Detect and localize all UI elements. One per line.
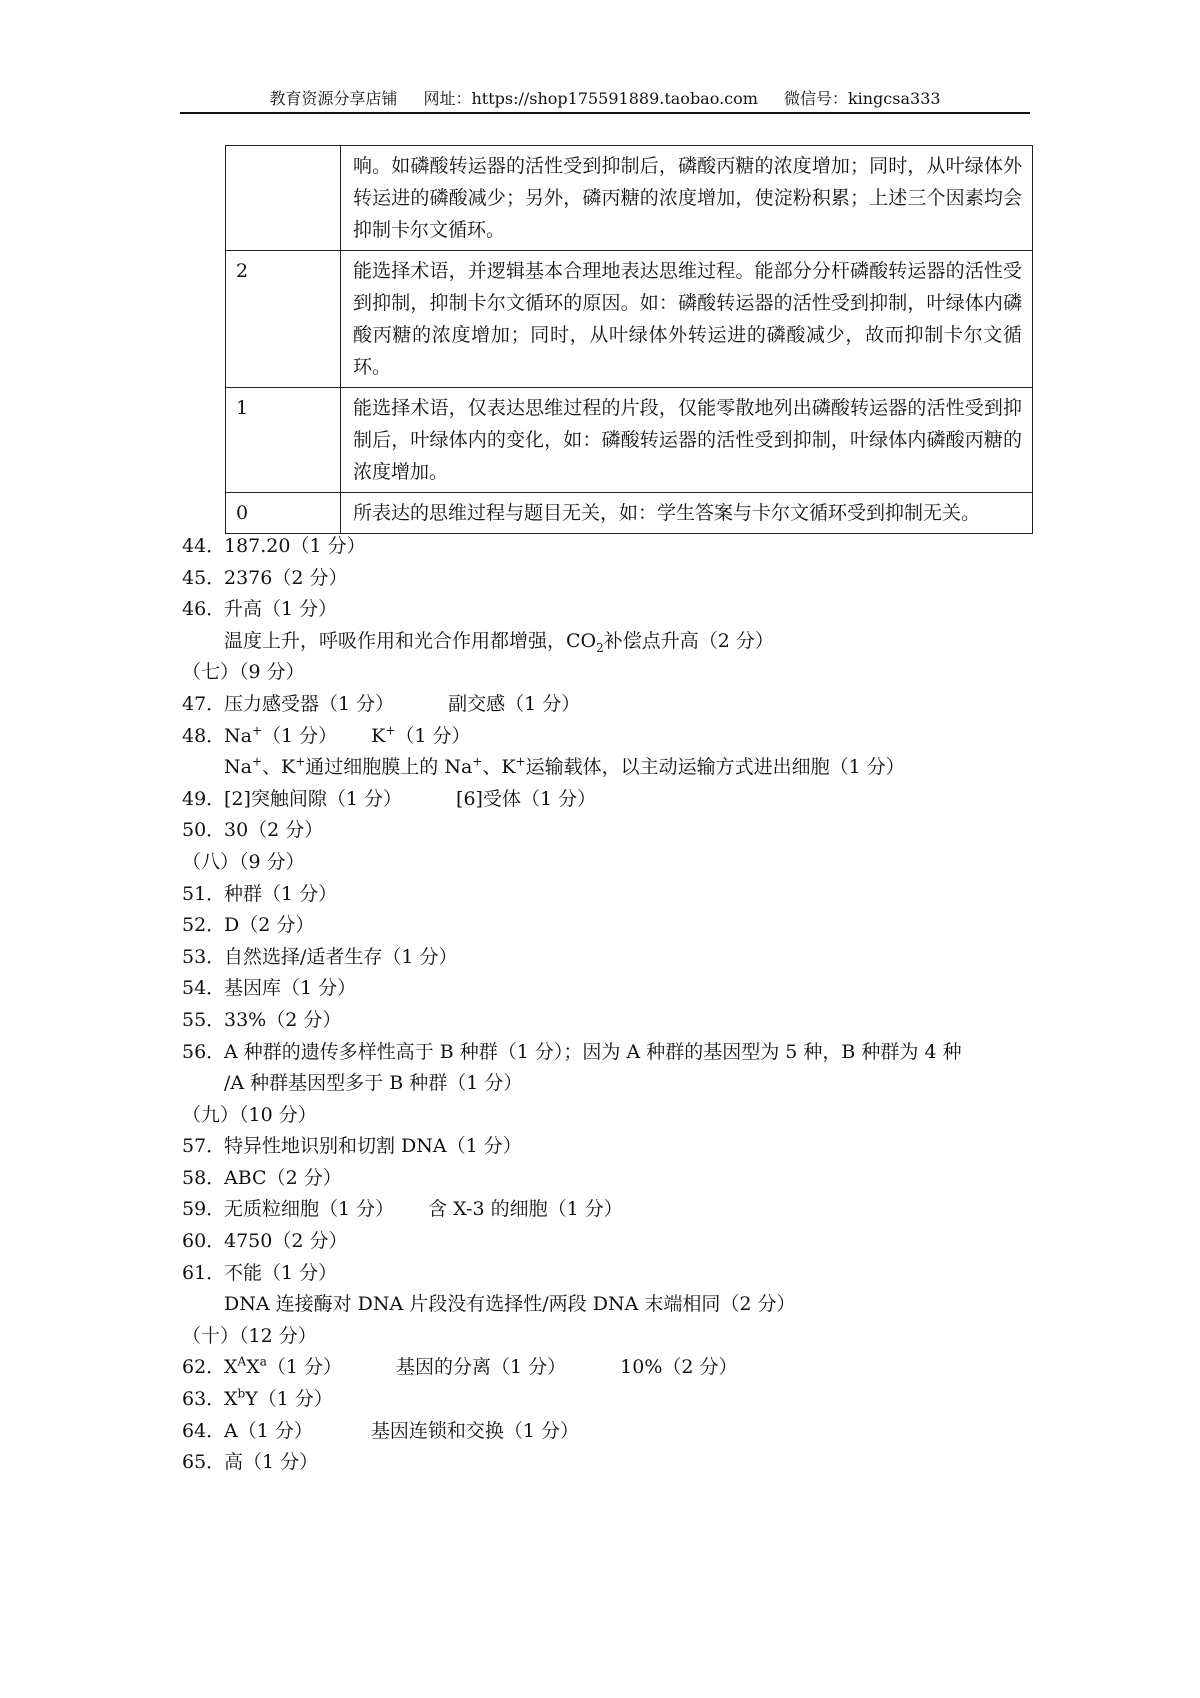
answer-51: 51．种群（1 分） [182, 882, 338, 905]
answer-48: 48．Na+（1 分） K+（1 分） [182, 723, 471, 747]
page-header [180, 86, 1030, 112]
answer-49: 49．[2]突触间隙（1 分） [6]受体（1 分） [182, 787, 597, 810]
answer-list [182, 531, 1032, 1479]
section-heading-9: （九）（10 分） [182, 1103, 317, 1126]
rubric-score [226, 146, 341, 251]
answer-56-continued: /A 种群基因型多于 B 种群（1 分） [224, 1072, 523, 1095]
rubric-description: 能选择术语，仅表达思维过程的片段，仅能零散地列出磷酸转运器的活性受到抑制后，叶绿体内的变化，如：磷酸转运器的活性受到抑制，叶绿体内磷酸丙糖的浓度增加。 [341, 388, 1033, 493]
answer-55: 55．33%（2 分） [182, 1008, 342, 1031]
rubric-score: 1 [226, 388, 341, 493]
rubric-table [225, 145, 1033, 534]
rubric-description: 能选择术语，并逻辑基本合理地表达思维过程。能部分分杆磷酸转运器的活性受到抑制，抑制卡尔文循环的原因。如：磷酸转运器的活性受到抑制，叶绿体内磷酸丙糖的浓度增加；同时，从叶绿体外转运进的磷酸减少，故而抑制卡尔文循环。 [341, 251, 1033, 388]
answer-57: 57．特异性地识别和切割 DNA（1 分） [182, 1135, 522, 1158]
answer-65: 65．高（1 分） [182, 1451, 319, 1474]
answer-48-reason: Na+、K+通过细胞膜上的 Na+、K+运输载体，以主动运输方式进出细胞（1 分） [224, 754, 905, 779]
answer-45: 45．2376（2 分） [182, 566, 348, 589]
answer-46: 46．升高（1 分） [182, 598, 338, 621]
answer-56: 56．A 种群的遗传多样性高于 B 种群（1 分）；因为 A 种群的基因型为 5 种，B 种群为 4 种 [182, 1040, 962, 1063]
answer-60: 60．4750（2 分） [182, 1230, 348, 1253]
answer-53: 53．自然选择/适者生存（1 分） [182, 945, 458, 968]
rubric-description: 所表达的思维过程与题目无关，如：学生答案与卡尔文循环受到抑制无关。 [341, 493, 1033, 534]
section-heading-10: （十）（12 分） [182, 1324, 317, 1347]
answer-52: 52．D（2 分） [182, 914, 315, 937]
rubric-score: 0 [226, 493, 341, 534]
answer-50: 50．30（2 分） [182, 819, 324, 842]
answer-58: 58．ABC（2 分） [182, 1166, 342, 1189]
answer-61: 61．不能（1 分） [182, 1261, 338, 1284]
rubric-row [226, 251, 1033, 388]
answer-61-reason: DNA 连接酶对 DNA 片段没有选择性/两段 DNA 末端相同（2 分） [224, 1293, 796, 1316]
header-wechat: 微信号：kingcsa333 [783, 89, 941, 108]
answer-59: 59．无质粒细胞（1 分） 含 X-3 的细胞（1 分） [182, 1198, 623, 1221]
section-heading-8: （八）（9 分） [182, 850, 305, 873]
answer-64: 64．A（1 分） 基因连锁和交换（1 分） [182, 1419, 579, 1442]
rubric-row [226, 388, 1033, 493]
header-rule [180, 112, 1030, 114]
rubric-row [226, 493, 1033, 534]
answer-46-reason: 温度上升，呼吸作用和光合作用都增强，$CO_2$补偿点升高（2 分） [224, 629, 774, 655]
answer-62: 62．$X^AX^a(1$ 分） 基因的分离（1 分） 10%（2 分） [182, 1355, 738, 1379]
answer-44: 44．187.20（1 分） [182, 535, 366, 557]
rubric-description: 响。如磷酸转运器的活性受到抑制后，磷酸丙糖的浓度增加；同时，从叶绿体外转运进的磷酸减少；另外，磷丙糖的浓度增加，使淀粉积累；上述三个因素均会抑制卡尔文循环。 [341, 146, 1033, 251]
rubric-score: 2 [226, 251, 341, 388]
answer-63: 63．$X^bY(1$ 分） [182, 1386, 333, 1411]
header-shop: 教育资源分享店铺 [269, 89, 398, 108]
answer-47: 47．压力感受器（1 分） 副交感（1 分） [182, 692, 581, 715]
rubric-row [226, 146, 1033, 251]
section-heading-7: （七）（9 分） [182, 661, 305, 684]
answer-54: 54．基因库（1 分） [182, 977, 357, 1000]
header-website: 网址：https://shop175591889.taobao.com [423, 89, 758, 108]
